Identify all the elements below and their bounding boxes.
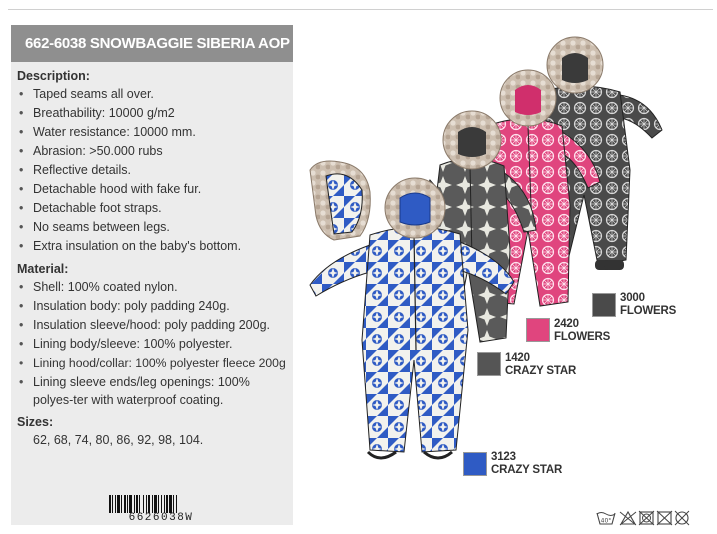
colorway-name: FLOWERS (620, 304, 677, 317)
list-item: • Breathability: 10000 g/m2 (17, 104, 293, 123)
sizes-heading: Sizes: (17, 415, 54, 429)
swatch-2420 (526, 318, 550, 342)
list-item: • Abrasion: >50.000 rubs (17, 142, 293, 161)
wash-temp-label: 40° (600, 517, 612, 525)
list-item: • Insulation body: poly padding 240g. (17, 297, 293, 316)
colorway-1420 (505, 352, 576, 377)
barcode-bar (154, 495, 157, 513)
barcode-bar (161, 495, 162, 513)
description-list (17, 85, 293, 256)
material-list (17, 278, 293, 409)
spec-content (17, 67, 293, 450)
colorway-name: CRAZY STAR (505, 364, 577, 377)
barcode-number: 6626038W (128, 512, 194, 524)
barcode-bar (115, 495, 116, 513)
colorway-2420 (554, 318, 610, 343)
product-info-panel (11, 25, 293, 525)
description-heading: Description: (17, 69, 90, 83)
barcode-bar (134, 495, 135, 513)
barcode-bar (124, 495, 126, 513)
no-dry-clean-icon (675, 511, 689, 525)
care-symbols (596, 510, 696, 526)
barcode-bar (158, 495, 159, 513)
colorway-name: CRAZY STAR (491, 463, 563, 476)
wash-40-icon (597, 513, 615, 525)
barcode-bar (121, 495, 122, 513)
material-heading: Material: (17, 262, 69, 276)
barcode-bar (166, 495, 168, 513)
list-item: • Reflective details. (17, 161, 293, 180)
swatch-3123 (463, 452, 487, 476)
barcode-bar (143, 495, 144, 513)
barcode-bar (117, 495, 120, 513)
barcode-bar (146, 495, 147, 513)
barcode-bar (164, 495, 165, 513)
no-tumble-dry-icon (639, 511, 654, 525)
snowsuit-illustrations (300, 20, 710, 480)
barcode-bar (139, 495, 140, 513)
barcode-bar (127, 495, 128, 513)
colorway-3000 (620, 292, 676, 317)
top-divider (8, 9, 713, 10)
barcode (107, 495, 215, 524)
barcode-bar (148, 495, 150, 513)
list-item: • Taped seams all over. (17, 85, 293, 104)
list-item: • Extra insulation on the baby's bottom. (17, 237, 293, 256)
barcode-bar (109, 495, 111, 513)
list-item: • Lining hood/collar: 100% polyester fleece 200g (17, 354, 293, 373)
colorway-code: 3000 (620, 292, 645, 304)
no-bleach-icon (620, 512, 636, 525)
swatch-3000 (592, 293, 616, 317)
list-item: • Water resistance: 10000 mm. (17, 123, 293, 142)
barcode-bars (107, 495, 215, 513)
swatch-1420 (477, 352, 501, 376)
colorway-code: 1420 (505, 352, 530, 364)
barcode-bar (169, 495, 172, 513)
barcode-bar (176, 495, 177, 513)
list-item: • Lining body/sleeve: 100% polyester. (17, 335, 293, 354)
list-item: • Shell: 100% coated nylon. (17, 278, 293, 297)
list-item: • Insulation sleeve/hood: poly padding 200g. (17, 316, 293, 335)
list-item: • Detachable foot straps. (17, 199, 293, 218)
colorway-code: 2420 (554, 318, 579, 330)
barcode-bar (152, 495, 153, 513)
barcode-bar (173, 495, 174, 513)
list-item: • Lining sleeve ends/leg openings: 100% polyes-ter with waterproof coating. (17, 373, 293, 409)
detached-hood (310, 161, 370, 240)
no-iron-icon (657, 511, 672, 525)
sizes-values: 62, 68, 74, 80, 86, 92, 98, 104. (33, 433, 204, 447)
colorway-3123 (491, 451, 562, 476)
colorway-code: 3123 (491, 451, 516, 463)
barcode-bar (129, 495, 132, 513)
product-title: 662-6038 SNOWBAGGIE SIBERIA AOP (11, 25, 293, 62)
list-item: • Detachable hood with fake fur. (17, 180, 293, 199)
barcode-bar (112, 495, 113, 513)
colorway-name: FLOWERS (554, 330, 611, 343)
barcode-bar (136, 495, 138, 513)
list-item: • No seams between legs. (17, 218, 293, 237)
